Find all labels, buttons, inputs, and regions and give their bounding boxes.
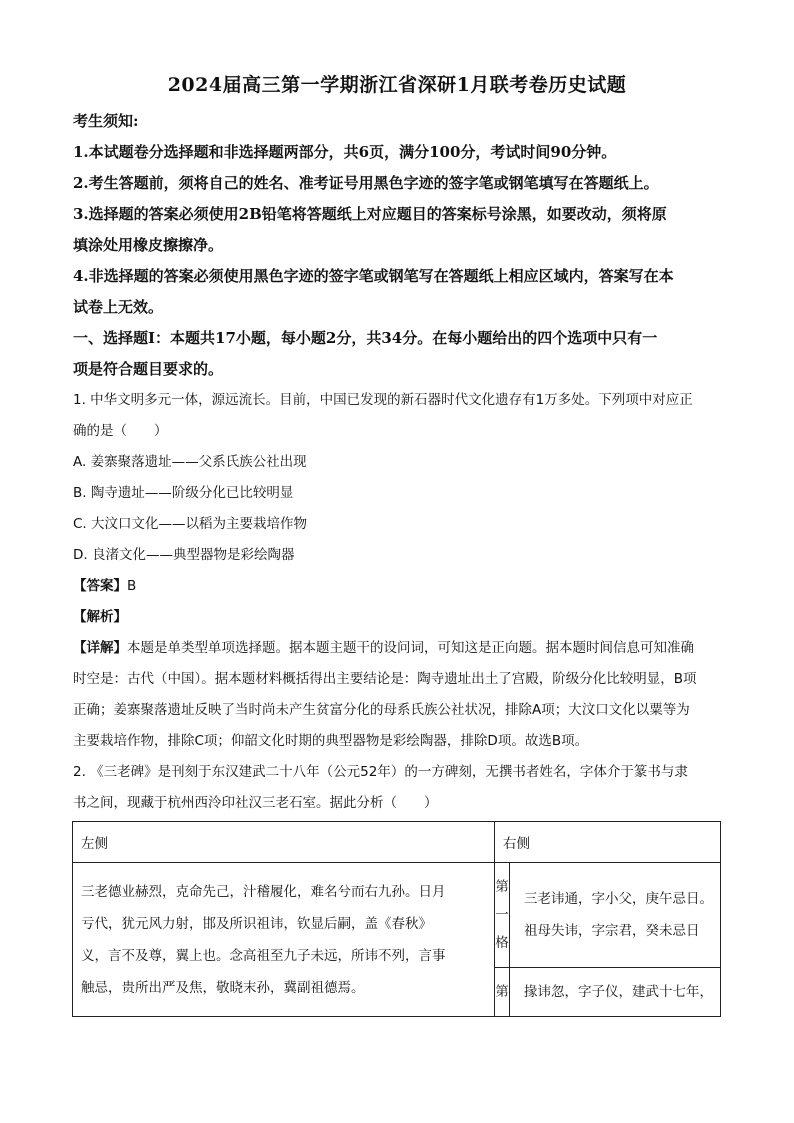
detail-tag: 【详解】	[73, 640, 127, 656]
notice-item: 填涂处用橡皮擦擦净。	[73, 236, 224, 254]
inscription-table	[72, 821, 721, 1017]
side-char: 第	[495, 879, 509, 895]
detail-text: 本题是单类型单项选择题。据本题主题干的设问词，可知这是正向题。据本题时间信息可知准确	[127, 640, 694, 656]
question-1-option-d: D. 良渚文化——典型器物是彩绘陶器	[73, 547, 295, 563]
inscription-line: 祖母失讳，字宗君，癸未忌日	[524, 923, 700, 939]
question-1-stem: 确的是（ ）	[73, 423, 168, 439]
notice-item: 3.选择题的答案必须使用2B铅笔将答题纸上对应题目的答案标号涂黑，如要改动，须将原	[73, 205, 667, 223]
question-1-option-a: A. 姜寨聚落遗址——父系氏族公社出现	[73, 454, 307, 470]
question-2-stem: 2. 《三老碑》是刊刻于东汉建武二十八年（公元52年）的一方碑刻，无撰书者姓名，字体介于篆书与隶	[73, 764, 688, 780]
right-side-label-top	[495, 863, 510, 968]
answer-value: B	[127, 578, 137, 594]
section-heading: 一、选择题Ⅰ：本题共17小题，每小题2分，共34分。在每小题给出的四个选项中只有一	[73, 329, 658, 347]
section-heading: 项是符合题目要求的。	[73, 360, 224, 378]
question-1-detail	[73, 633, 723, 664]
question-1-option-b: B. 陶寺遗址——阶级分化已比较明显	[73, 485, 294, 501]
inscription-line: 亏代，犹元风力射，邯及所识祖讳，钦显后嗣，盖《春秋》	[81, 915, 432, 932]
question-1-detail: 时空是：古代（中国）。据本题材料概括得出主要结论是：陶寺遗址出土了宫殿，阶级分化比较明显，B项	[73, 671, 697, 687]
side-char: 格	[495, 935, 509, 951]
question-1-detail: 主要栽培作物，排除C项；仰韶文化时期的典型器物是彩绘陶器，排除D项。故选B项。	[73, 733, 589, 749]
side-char: 第	[495, 984, 509, 1000]
inscription-line: 掾讳忽，字子仪，建武十七年，	[524, 984, 713, 1000]
inscription-line: 义，言不及尊，翼上也。念高祖至九子未远，所讳不列，言事	[81, 947, 446, 964]
page-title: 2024届高三第一学期浙江省深研1月联考卷历史试题	[167, 74, 627, 96]
question-1-answer	[73, 571, 723, 602]
notice-item: 4.非选择题的答案必须使用黑色字迹的签字笔或钢笔写在答题纸上相应区域内，答案写在本	[73, 267, 674, 285]
exam-content	[73, 106, 723, 819]
right-inscription-top	[510, 863, 721, 968]
notice-item: 2.考生答题前，须将自己的姓名、准考证号用黑色字迹的签字笔或钢笔填写在答题纸上。	[73, 174, 659, 192]
question-1-option-c: C. 大汶口文化——以稻为主要栽培作物	[73, 516, 308, 532]
inscription-line: 触忌，贵所出严及焦，敬晓末孙，冀副祖德焉。	[81, 979, 365, 996]
notice-heading: 考生须知:	[73, 112, 139, 130]
question-1-analysis	[73, 602, 723, 633]
left-inscription-text	[73, 863, 495, 1017]
question-1-stem: 1. 中华文明多元一体，源远流长。目前，中国已发现的新石器时代文化遗存有1万多处。下列项中对应正	[73, 392, 693, 408]
question-2-stem: 书之间，现藏于杭州西泠印社汉三老石室。据此分析（ ）	[73, 795, 438, 811]
notice-item: 试卷上无效。	[73, 298, 164, 316]
notice-item: 1.本试题卷分选择题和非选择题两部分，共6页，满分100分，考试时间90分钟。	[73, 143, 617, 161]
side-char: 一	[495, 907, 509, 923]
answer-tag: 【答案】	[73, 578, 127, 594]
right-side-label-bottom	[495, 968, 510, 1017]
right-inscription-bottom	[510, 968, 721, 1017]
table-header-left: 左侧	[73, 822, 495, 863]
analysis-tag: 【解析】	[73, 609, 127, 625]
table-header-right: 右侧	[495, 822, 721, 863]
question-1-detail: 正确；姜寨聚落遗址反映了当时尚未产生贫富分化的母系氏族公社状况，排除A项；大汶口文化以粟等为	[73, 702, 690, 718]
inscription-line: 三老讳通，字小父，庚午忌日。	[524, 891, 713, 907]
inscription-line: 三老德业赫烈，克命先己，汁稽履化，难名兮而右九孙。日月	[81, 883, 446, 900]
